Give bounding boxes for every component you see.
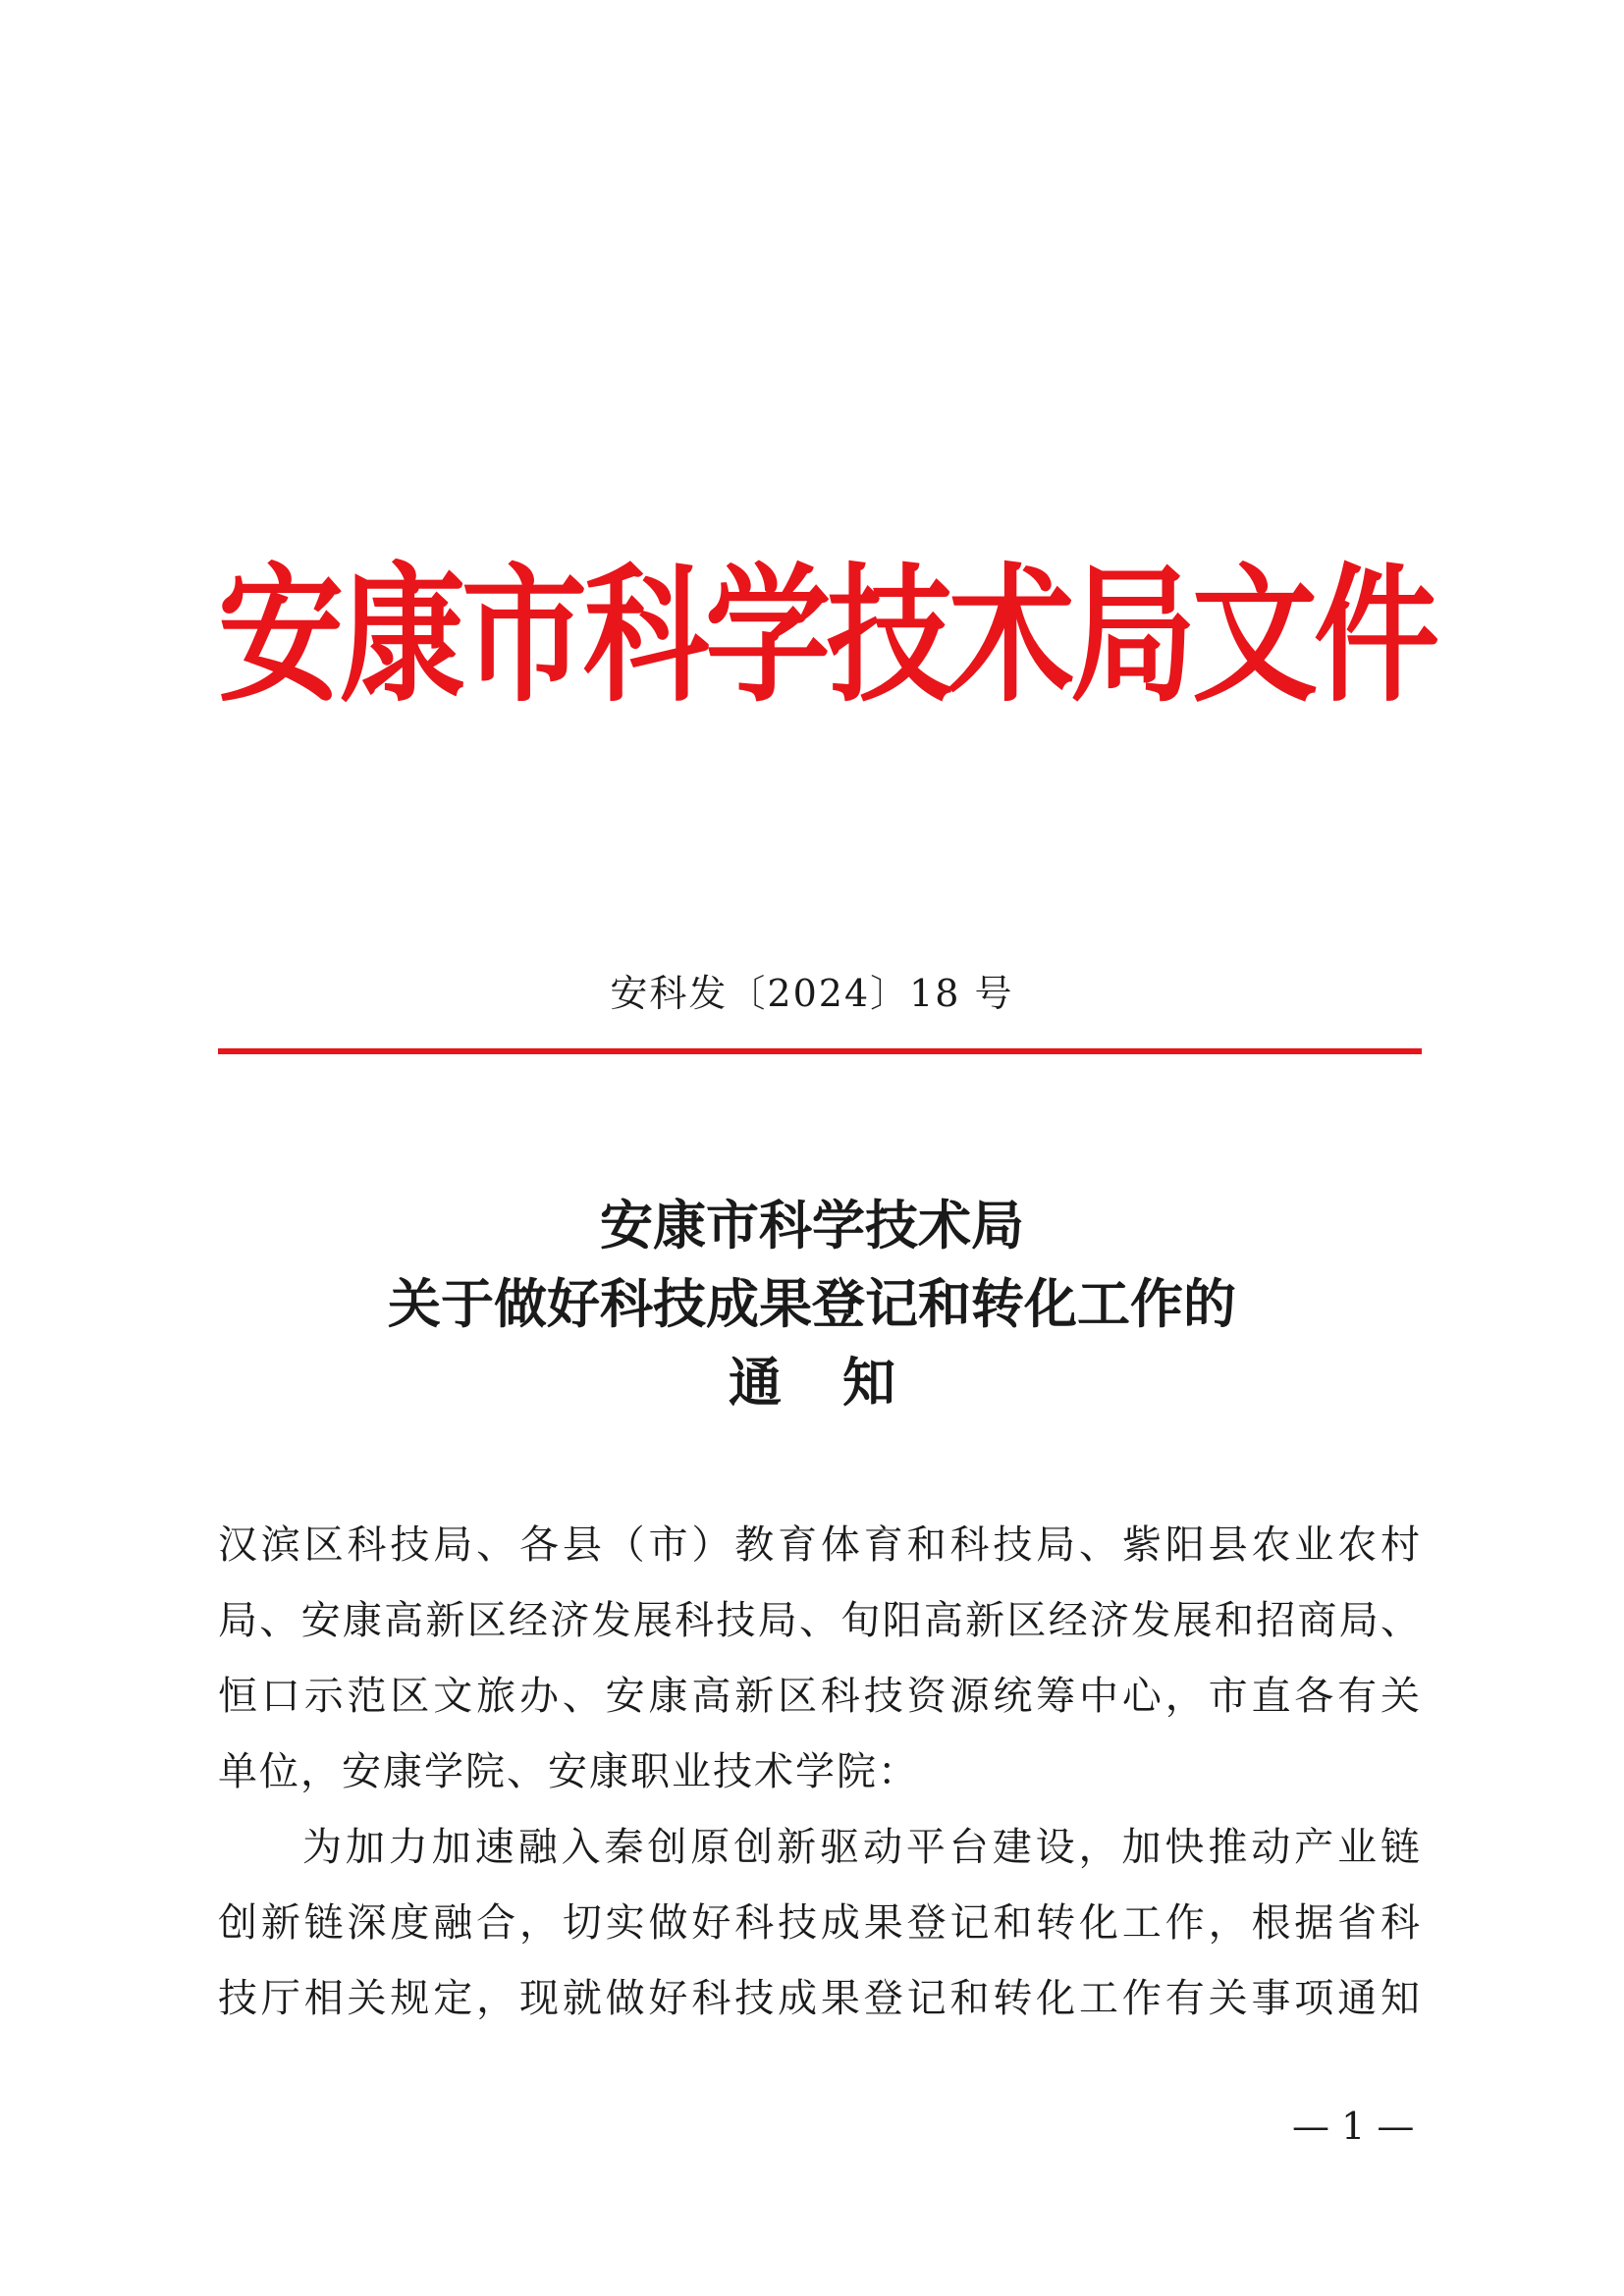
document-title bbox=[0, 1186, 1624, 1421]
document-body bbox=[218, 1508, 1422, 2037]
recipients-line: 单位，安康学院、安康职业技术学院： bbox=[218, 1749, 919, 1794]
recipients-line: 局、安康高新区经济发展科技局、旬阳高新区经济发展和招商局、 bbox=[218, 1598, 1422, 1643]
paragraph-line: 为加力加速融入秦创原创新驱动平台建设，加快推动产业链 bbox=[302, 1825, 1422, 1870]
title-line-subject: 关于做好科技成果登记和转化工作的 bbox=[388, 1272, 1236, 1335]
recipients-line: 恒口示范区文旅办、安康高新区科技资源统筹中心，市直各有关 bbox=[218, 1674, 1422, 1719]
title-line-issuer: 安康市科学技术局 bbox=[600, 1194, 1024, 1256]
paragraph-line: 创新链深度融合，切实做好科技成果登记和转化工作，根据省科 bbox=[218, 1900, 1422, 1946]
title-line-notice: 通知 bbox=[729, 1351, 956, 1414]
document-number: 安科发〔2024〕18 号 bbox=[610, 972, 1014, 1015]
paragraph-line: 技厅相关规定，现就做好科技成果登记和转化工作有关事项通知 bbox=[218, 1976, 1422, 2021]
page-number: — 1 — bbox=[1292, 2105, 1415, 2148]
recipients-line: 汉滨区科技局、各县（市）教育体育和科技局、紫阳县农业农村 bbox=[218, 1522, 1422, 1568]
red-divider-rule bbox=[218, 1048, 1422, 1054]
masthead-title: 安康市科学技术局文件 bbox=[218, 549, 1436, 723]
